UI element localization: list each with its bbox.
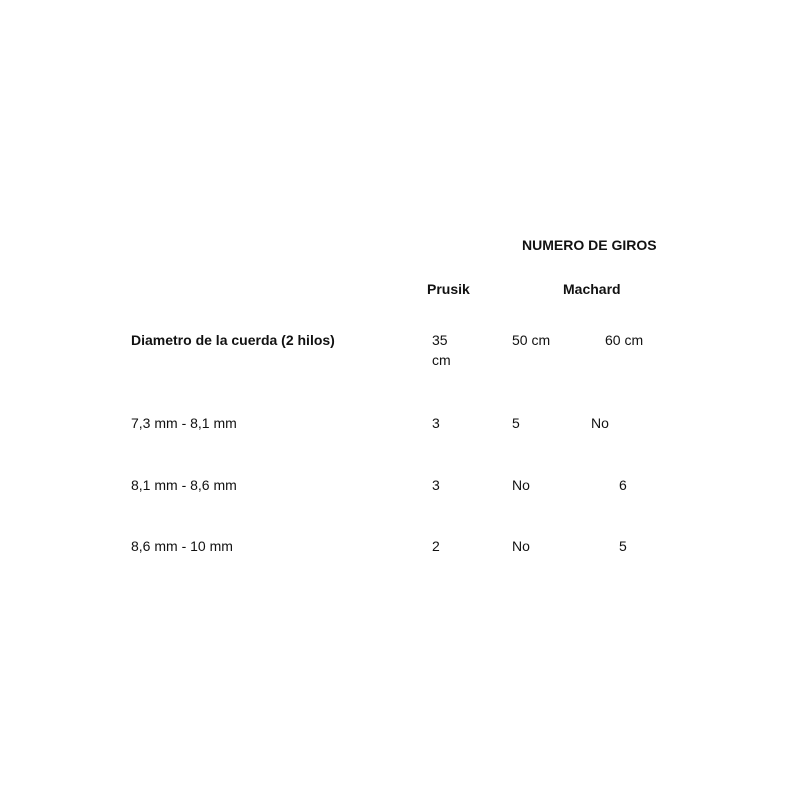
header-machard-50cm: 50 cm [512,332,551,348]
row-3-machard-60: 5 [619,538,627,554]
row-3-diameter: 8,6 mm - 10 mm [131,538,233,554]
header-machard: Machard [563,281,621,297]
row-1-machard-50: 5 [512,415,520,431]
row-2-diameter: 8,1 mm - 8,6 mm [131,477,237,493]
row-1-machard-60: No [591,415,609,431]
header-diameter: Diametro de la cuerda (2 hilos) [131,332,335,348]
table-title: NUMERO DE GIROS [522,237,657,253]
row-2-machard-60: 6 [619,477,627,493]
row-2-prusik-35: 3 [432,477,440,493]
row-3-prusik-35: 2 [432,538,440,554]
row-2-machard-50: No [512,477,530,493]
row-3-machard-50: No [512,538,530,554]
header-machard-60cm: 60 cm [605,332,644,348]
header-prusik-35cm: 35 cm [432,332,451,368]
row-1-prusik-35: 3 [432,415,440,431]
row-1-diameter: 7,3 mm - 8,1 mm [131,415,237,431]
header-prusik: Prusik [427,281,470,297]
